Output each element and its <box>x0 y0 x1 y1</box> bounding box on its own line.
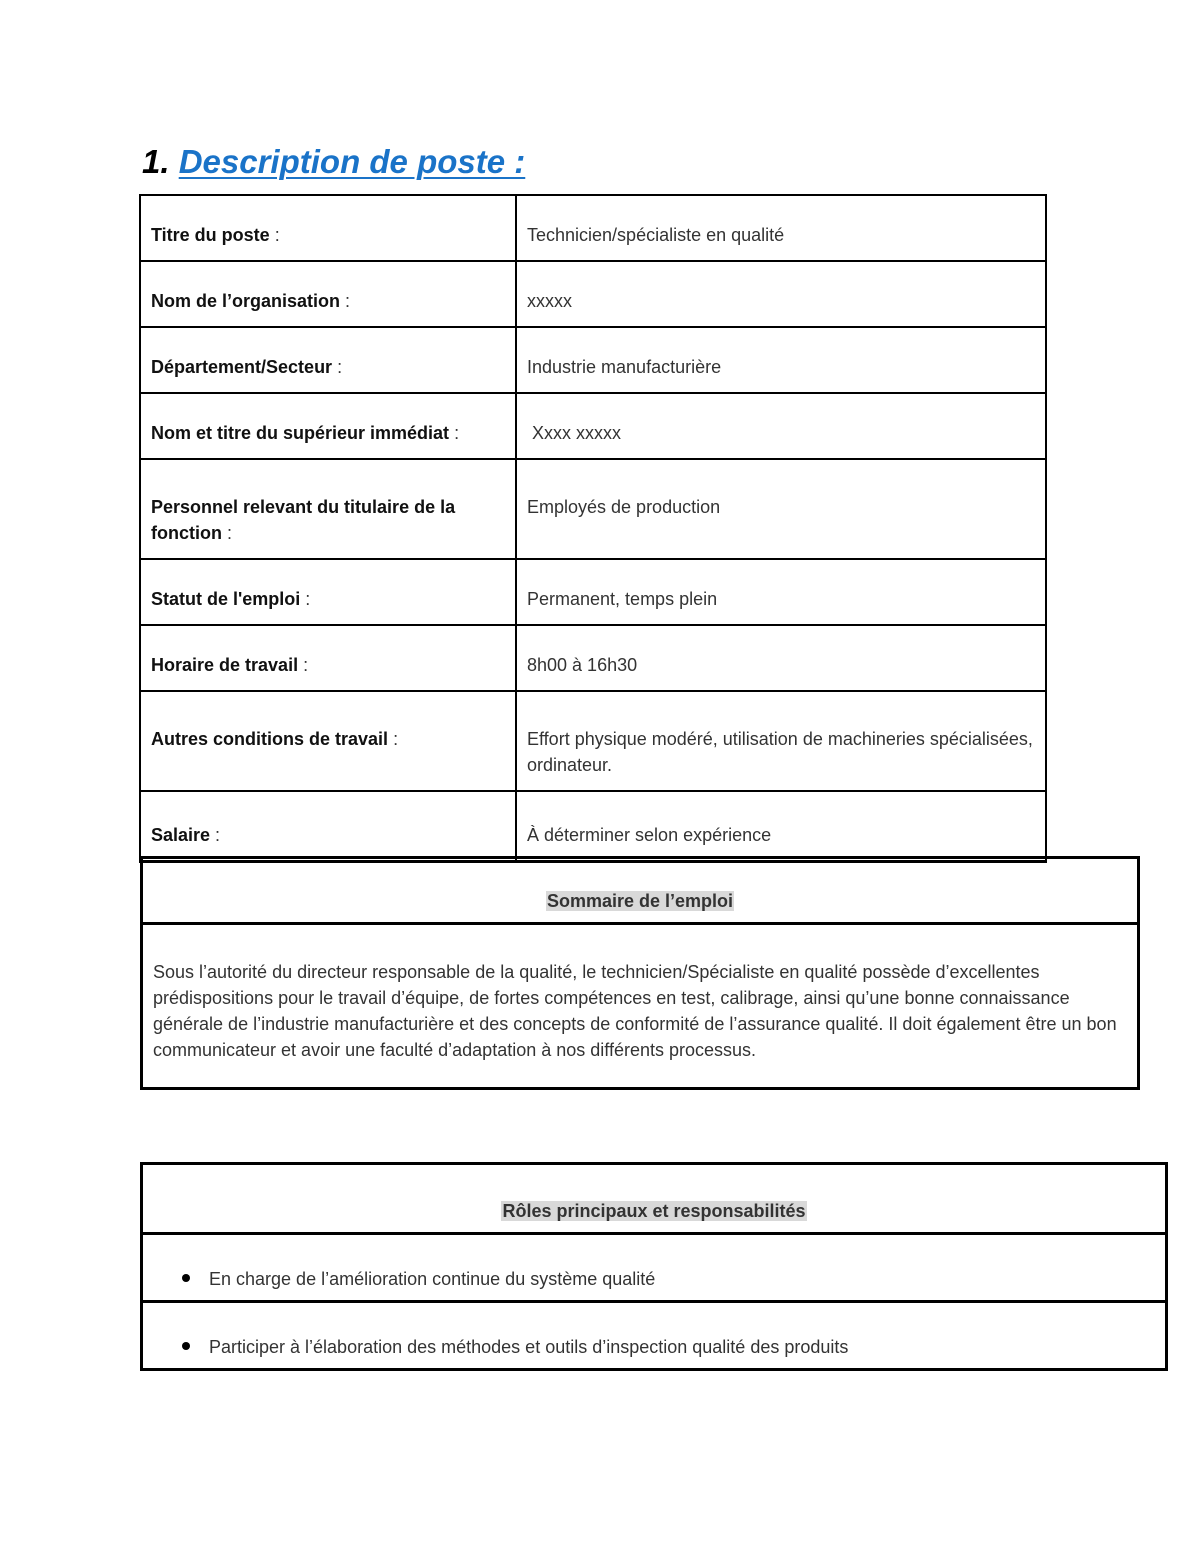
row-label: Salaire <box>151 824 211 845</box>
row-label: Nom de l’organisation <box>151 291 341 311</box>
page-title <box>142 140 525 184</box>
row-value: Industrie manufacturière <box>516 327 1046 393</box>
row-label-cell <box>140 261 516 327</box>
row-label-cell <box>140 393 516 459</box>
list-item <box>142 1234 1167 1302</box>
heading-text: Description de poste : <box>178 143 526 180</box>
roles-title: Rôles principaux et responsabilités <box>502 1201 806 1221</box>
row-separator: : <box>221 523 232 543</box>
row-label-cell <box>140 459 516 559</box>
list-item <box>142 1302 1167 1370</box>
row-label: Autres conditions de travail <box>151 729 389 749</box>
table-row <box>140 625 1046 691</box>
row-value: Technicien/spécialiste en qualité <box>516 195 1046 261</box>
table-row <box>140 195 1046 261</box>
row-label: Statut de l'emploi <box>151 589 301 609</box>
table-row <box>140 261 1046 327</box>
heading-number: 1. <box>142 143 170 180</box>
table-row <box>142 858 1139 924</box>
table-row <box>140 393 1046 459</box>
row-label: Personnel relevant du titulaire de la fonction <box>151 497 456 543</box>
summary-text: Sous l’autorité du directeur responsable de la qualité, le technicien/Spécialiste en qualité possède d’excellentes prédispositions pour le travail d’équipe, de fortes compétences en test, calibrage, ainsi qu’une bonne connaissance générale de l’industrie manufacturière et des concepts de conformité de l’assurance qualité. Il doit également être un bon communicateur et avoir une faculté d’adaptation à nos différents processus. <box>142 924 1139 1089</box>
job-info-table <box>139 194 1047 863</box>
list-item-text: En charge de l’amélioration continue du système qualité <box>209 1269 656 1289</box>
table-row <box>142 1302 1167 1370</box>
row-label-cell <box>140 691 516 791</box>
row-label: Horaire de travail <box>151 655 299 675</box>
job-summary-table <box>140 856 1140 1090</box>
table-row <box>140 327 1046 393</box>
row-value: Permanent, temps plein <box>516 559 1046 625</box>
table-row <box>140 791 1046 861</box>
row-separator: : <box>298 655 309 675</box>
row-label-cell <box>140 327 516 393</box>
row-separator: : <box>300 589 311 609</box>
bullet-icon <box>182 1274 190 1282</box>
list-item-text: Participer à l’élaboration des méthodes et outils d’inspection qualité des produits <box>209 1337 849 1357</box>
row-value: Xxxx xxxxx <box>516 393 1046 459</box>
row-label-cell <box>140 559 516 625</box>
roles-header-cell <box>142 1164 1167 1234</box>
row-separator: : <box>269 225 280 245</box>
row-value: 8h00 à 16h30 <box>516 625 1046 691</box>
row-value: Employés de production <box>516 459 1046 559</box>
row-label-cell <box>140 625 516 691</box>
table-row <box>140 691 1046 791</box>
table-row <box>140 559 1046 625</box>
summary-header-cell <box>142 858 1139 924</box>
row-value: À déterminer selon expérience <box>516 791 1046 861</box>
row-value: xxxxx <box>516 261 1046 327</box>
table-row <box>142 1164 1167 1234</box>
table-row <box>140 459 1046 559</box>
bullet-icon <box>182 1342 190 1350</box>
row-separator: : <box>340 291 351 311</box>
summary-title: Sommaire de l’emploi <box>546 891 734 911</box>
row-value: Effort physique modéré, utilisation de machineries spécialisées, ordinateur. <box>516 691 1046 791</box>
table-row <box>142 1234 1167 1302</box>
row-separator: : <box>449 423 460 443</box>
row-separator: : <box>388 729 399 749</box>
roles-table <box>140 1162 1168 1371</box>
row-separator: : <box>210 824 221 845</box>
table-row <box>142 924 1139 1089</box>
row-separator: : <box>332 357 343 377</box>
row-label-cell <box>140 195 516 261</box>
row-label: Titre du poste <box>151 225 270 245</box>
row-label-cell <box>140 791 516 861</box>
row-label: Département/Secteur <box>151 357 333 377</box>
row-label: Nom et titre du supérieur immédiat <box>151 423 450 443</box>
